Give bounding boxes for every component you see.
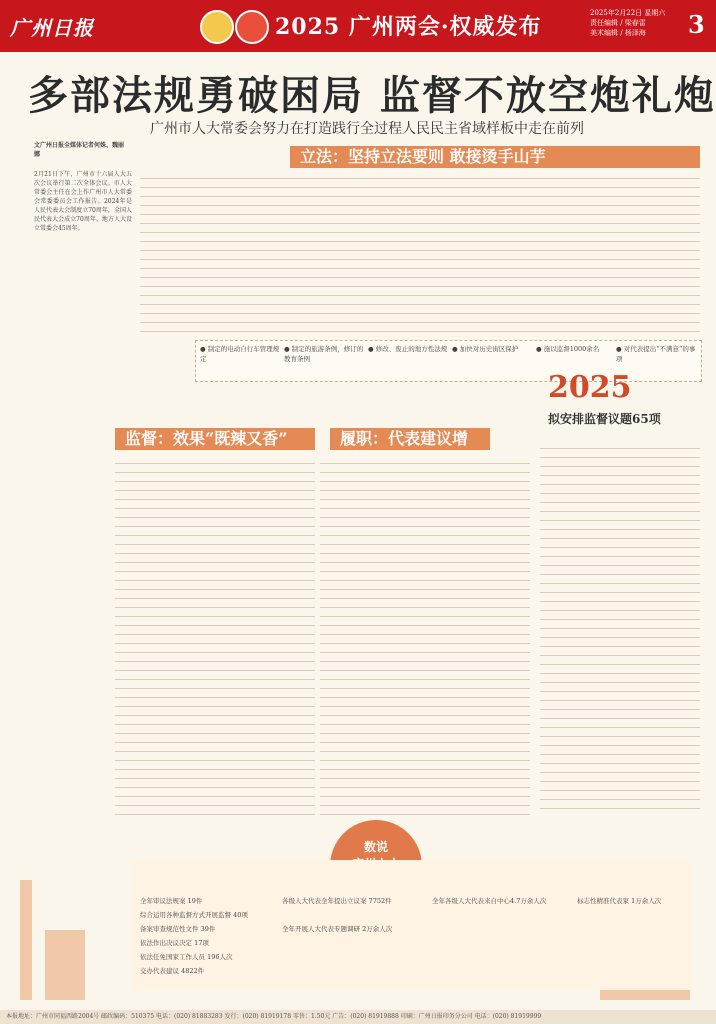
note-item: ● 修改、废止的地方性法规 [368,345,448,353]
note-item: ● 施以监督1000余名 [536,345,600,353]
legislation-body [140,170,700,340]
section-supervision-title: 监督：效果“既辣又香” [115,428,315,450]
national-emblem-icon [200,10,234,44]
page-subheadline: 广州市人大常委会努力在打造践行全过程人民民主省域样板中走在前列 [150,121,584,137]
design-line: 美术编辑 / 杨泽海 [590,29,646,37]
sidebar-year: 2025 [548,370,632,405]
newspaper-logo: 广州日报 [10,16,94,40]
sidebar-body [540,440,700,810]
stat-item: 备案审查规范性文件 39件 [140,925,216,933]
supervision-body [115,455,315,815]
tower-illustration [20,880,32,1000]
stat-item: 依法任免国家工作人员 196人次 [140,953,233,961]
byline: 文广州日报全媒体记者何姝、魏丽娜 [34,142,125,158]
stats-badge-line1: 数说 [363,840,388,854]
building-illustration [45,930,85,1000]
page-footer: 本报地址：广州市同福西路2004号 邮政编码：510375 电话：(020) 81883283 发行：(020) 81919178 零售：1.50元 广告：(020) 81919888 印刷：广州日报印务分公司 电话：(020) 81919999 [0,1010,716,1024]
stat-item: 各级人大代表全年提出立议案 7752件 [282,897,392,905]
stat-item: 综合运用各种监督方式开展监督 40项 [140,911,248,919]
party-emblem-icon [235,10,269,44]
stat-item: 全年各级人大代表来自中心4.7万余人次 [432,897,547,905]
stats-panel [132,860,692,990]
section-duty-title: 履职：代表建议增 [330,428,490,450]
page-headline: 多部法规勇破困局 监督不放空炮礼炮 [28,72,716,119]
stat-item: 标志性精准代表家 1万余人次 [577,897,662,905]
stat-item: 全年审议法规案 19件 [140,897,203,905]
duty-body [320,455,530,815]
note-item: ● 加快对历史街区保护 [452,345,519,353]
masthead-meta [590,8,690,38]
note-item: ● 对代表提出“不满意”的事项 [616,345,696,363]
intro-text: 2月21日下午，广州市十六届人大五次会议举行第二次全体会议。市人大常委会主任在会上作广州市人大常委会常委委员会工作报告。2024年是人民代表大会制度立70周年，全国人民代表大会成立70周年。地方人大设立常委会45周年。 [34,171,132,232]
editor-line: 责任编辑 / 梁春雷 [590,19,646,27]
sidebar-title: 拟安排监督议题65项 [548,412,661,426]
note-item: ● 制定的旅游条例，修订的教育条例 [284,345,364,363]
masthead-banner: 2025 广州两会·权威发布 [275,14,542,40]
note-item: ● 制定的电动自行车管理规定 [200,345,280,363]
page-number: 3 [688,10,705,39]
date-line: 2025年2月22日 星期六 [590,9,666,17]
section-legislation-title: 立法：坚持立法要则 敢接烫手山芋 [290,146,700,168]
stat-item: 依法作出决议决定 17项 [140,939,209,947]
stat-item: 全年开展人大代表专题调研 2万余人次 [282,925,393,933]
stat-item: 交办代表建议 4822件 [140,967,205,975]
